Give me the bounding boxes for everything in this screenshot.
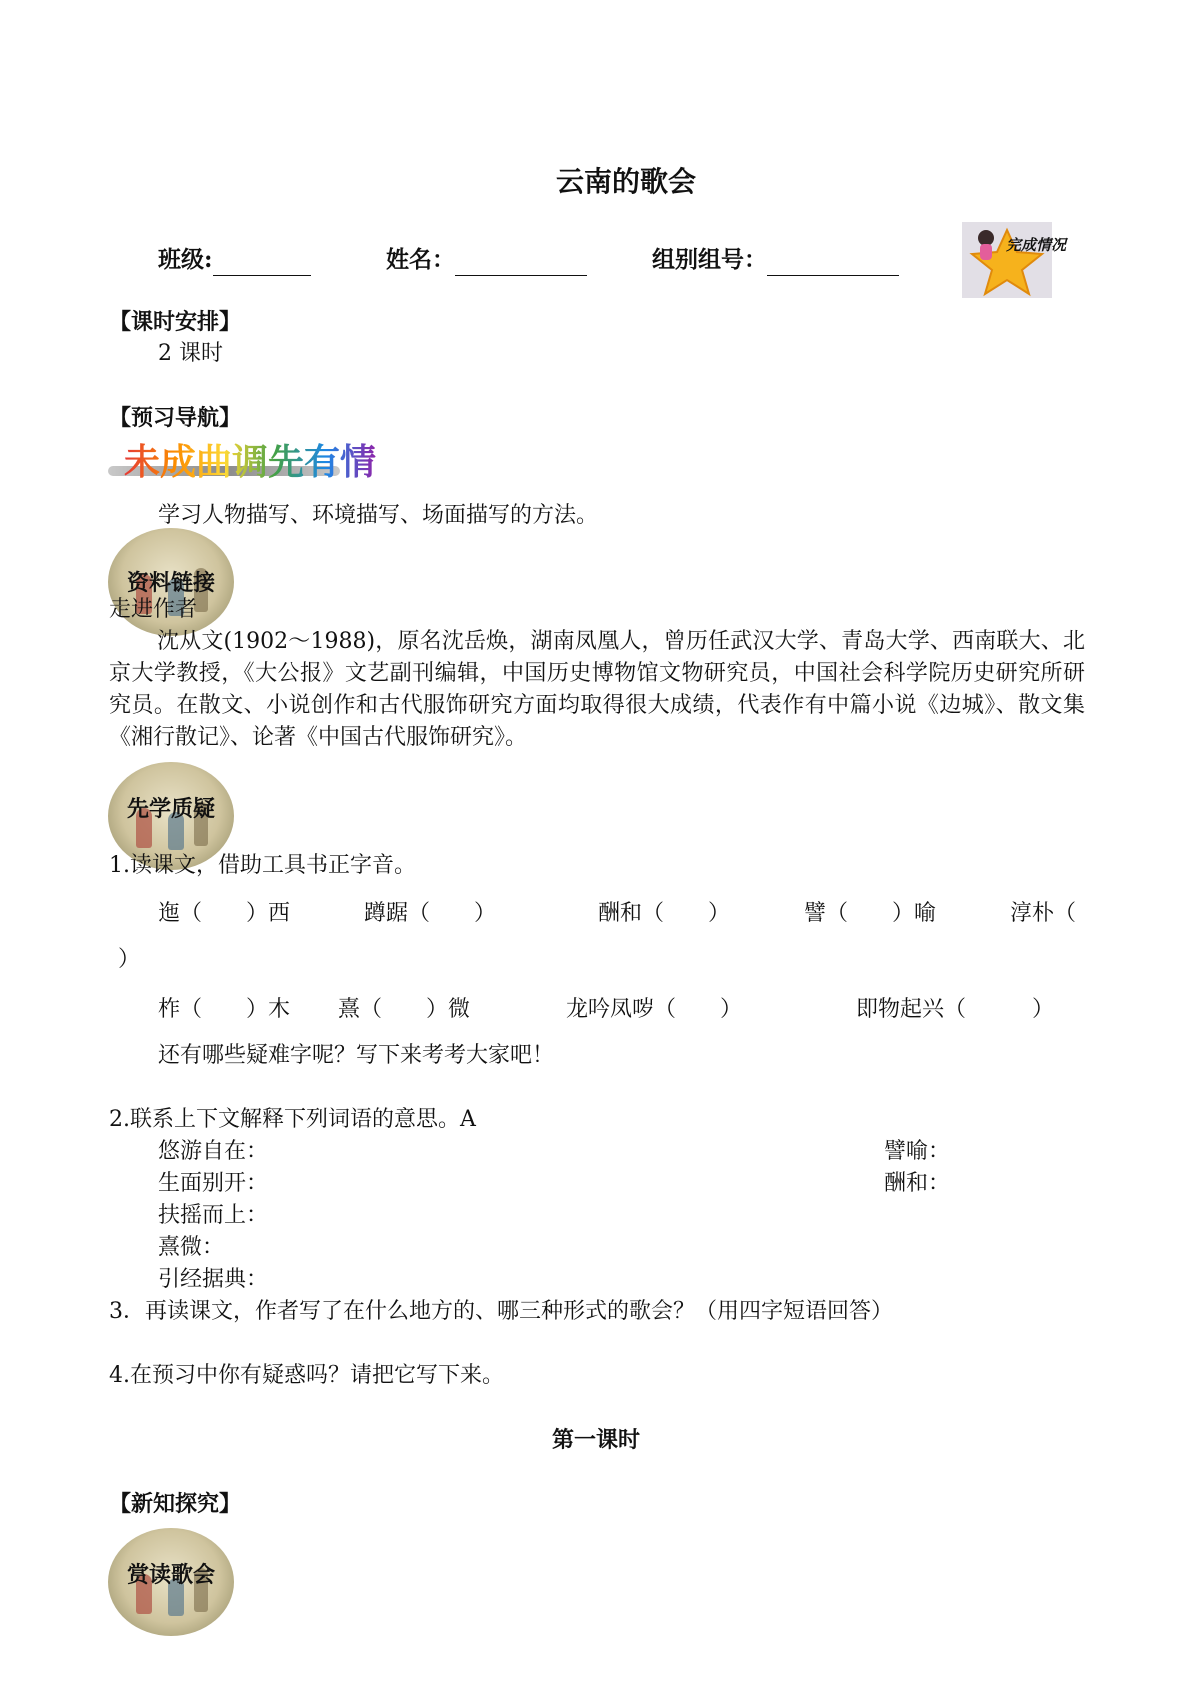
- badge-text: 完成情况: [1006, 236, 1067, 254]
- page-title: 云南的歌会: [556, 165, 697, 198]
- question-4: 4.在预习中你有疑惑吗？请把它写下来。: [109, 1363, 504, 1388]
- word-item: 酬和：: [884, 1171, 951, 1196]
- schedule-text: 2 课时: [158, 341, 223, 366]
- group-field: [652, 244, 899, 276]
- name-label: 姓名：: [386, 246, 455, 273]
- pinyin-tail: ）: [118, 947, 141, 972]
- group-label: 组别组号：: [652, 246, 767, 273]
- explore-heading: 【新知探究】: [109, 1491, 242, 1517]
- extra-prompt: 还有哪些疑难字呢？写下来考考大家吧！: [158, 1043, 555, 1068]
- question-2: 2.联系上下文解释下列词语的意思。A: [109, 1107, 476, 1132]
- lesson-1-heading: 第一课时: [552, 1427, 641, 1453]
- class-field: [158, 244, 311, 276]
- pinyin-item[interactable]: 酬和（ ）: [598, 901, 731, 926]
- word-item: 譬喻：: [884, 1139, 951, 1164]
- word-item: 熹微：: [158, 1235, 225, 1260]
- pinyin-item[interactable]: 譬（ ）喻: [804, 901, 937, 926]
- word-item: 悠游自在：: [158, 1139, 269, 1164]
- banner: [108, 434, 377, 484]
- pinyin-item[interactable]: 迤（ ）西: [158, 901, 291, 926]
- name-blank[interactable]: [455, 249, 587, 276]
- learning-goal: 学习人物描写、环境描写、场面描写的方法。: [158, 503, 599, 528]
- pinyin-item[interactable]: 蹲踞（ ）: [364, 901, 497, 926]
- schedule-heading: 【课时安排】: [109, 309, 242, 335]
- class-blank[interactable]: [213, 249, 311, 276]
- completion-badge: [962, 222, 1086, 298]
- pinyin-item[interactable]: 柞（ ）木: [158, 997, 291, 1022]
- group-blank[interactable]: [767, 249, 899, 276]
- preview-heading: 【预习导航】: [109, 405, 242, 431]
- author-paragraph: 沈从文(1902～1988)，原名沈岳焕，湖南凤凰人，曾历任武汉大学、青岛大学、西南联大、北京大学教授，《大公报》文艺副刊编辑，中国历史博物馆文物研究员，中国社会科学院历史研究所研究员。在散文、小说创作和古代服饰研究方面均取得很大成绩，代表作有中篇小说《边城》、散文集《湘行散记》、论著《中国古代服饰研究》。: [109, 629, 1085, 750]
- class-label: 班级:: [158, 246, 213, 273]
- word-item: 扶摇而上：: [158, 1203, 269, 1228]
- read-medal: [108, 1528, 234, 1636]
- banner-text: 未成曲调先有情: [124, 434, 376, 485]
- pinyin-item[interactable]: 即物起兴（ ）: [856, 997, 1055, 1022]
- question-medal-label: 先学质疑: [126, 796, 215, 822]
- question-1: 1.读课文，借助工具书正字音。: [109, 853, 416, 878]
- link-medal-label: 资料链接: [126, 570, 215, 596]
- question-3: 3．再读课文，作者写了在什么地方的、哪三种形式的歌会？（用四字短语回答）: [109, 1299, 893, 1324]
- read-medal-label: 赏读歌会: [126, 1562, 215, 1588]
- pinyin-item[interactable]: 龙吟凤哕（ ）: [566, 997, 743, 1022]
- pinyin-item[interactable]: 淳朴（: [1010, 901, 1077, 926]
- word-item: 引经据典：: [158, 1267, 269, 1292]
- word-item: 生面别开：: [158, 1171, 269, 1196]
- author-heading: 走进作者: [109, 597, 198, 622]
- pinyin-item[interactable]: 熹（ ）微: [338, 997, 471, 1022]
- name-field: [386, 244, 587, 276]
